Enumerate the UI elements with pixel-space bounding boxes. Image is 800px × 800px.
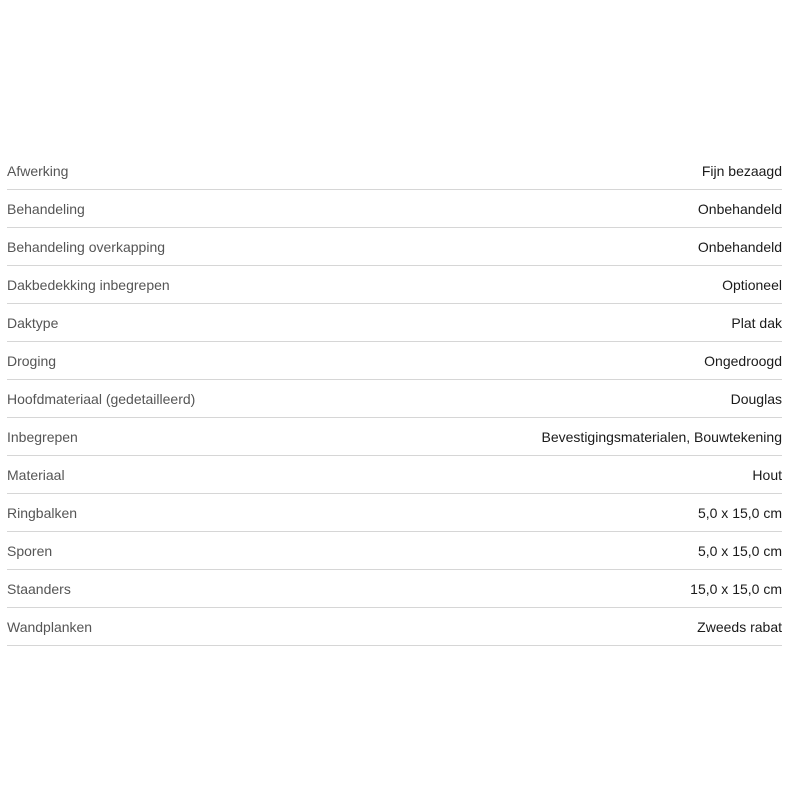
spec-row-ringbalken — [7, 494, 782, 532]
spec-row-sporen — [7, 532, 782, 570]
spec-label: Hoofdmateriaal (gedetailleerd) — [7, 390, 196, 407]
spec-label: Wandplanken — [7, 618, 93, 635]
spec-value: 5,0 x 15,0 cm — [697, 504, 782, 521]
spec-label: Ringbalken — [7, 504, 78, 521]
spec-label: Daktype — [7, 314, 59, 331]
spec-value: Ongedroogd — [704, 352, 782, 369]
spec-value: Bevestigingsmaterialen, Bouwtekening — [541, 428, 782, 445]
spec-row-materiaal — [7, 456, 782, 494]
specifications-table — [7, 152, 782, 646]
spec-row-behandeling — [7, 190, 782, 228]
spec-label: Behandeling — [7, 200, 85, 217]
spec-label: Afwerking — [7, 162, 69, 179]
spec-row-afwerking — [7, 152, 782, 190]
spec-value: Onbehandeld — [697, 200, 782, 217]
spec-row-staanders — [7, 570, 782, 608]
spec-label: Droging — [7, 352, 57, 369]
spec-row-inbegrepen — [7, 418, 782, 456]
spec-row-dakbedekking — [7, 266, 782, 304]
spec-value: 15,0 x 15,0 cm — [690, 580, 782, 597]
spec-label: Dakbedekking inbegrepen — [7, 276, 170, 293]
spec-value: Douglas — [730, 390, 782, 407]
spec-value: Hout — [752, 466, 782, 483]
spec-row-wandplanken — [7, 608, 782, 646]
spec-row-daktype — [7, 304, 782, 342]
spec-value: Plat dak — [731, 314, 782, 331]
spec-label: Sporen — [7, 542, 53, 559]
spec-label: Materiaal — [7, 466, 65, 483]
spec-value: Optioneel — [722, 276, 782, 293]
spec-label: Behandeling overkapping — [7, 238, 166, 255]
spec-label: Inbegrepen — [7, 428, 78, 445]
spec-value: 5,0 x 15,0 cm — [697, 542, 782, 559]
spec-label: Staanders — [7, 580, 71, 597]
spec-value: Onbehandeld — [697, 238, 782, 255]
spec-row-behandeling-overkapping — [7, 228, 782, 266]
spec-row-droging — [7, 342, 782, 380]
spec-value: Fijn bezaagd — [701, 162, 782, 179]
spec-row-hoofdmateriaal — [7, 380, 782, 418]
spec-value: Zweeds rabat — [697, 618, 782, 635]
